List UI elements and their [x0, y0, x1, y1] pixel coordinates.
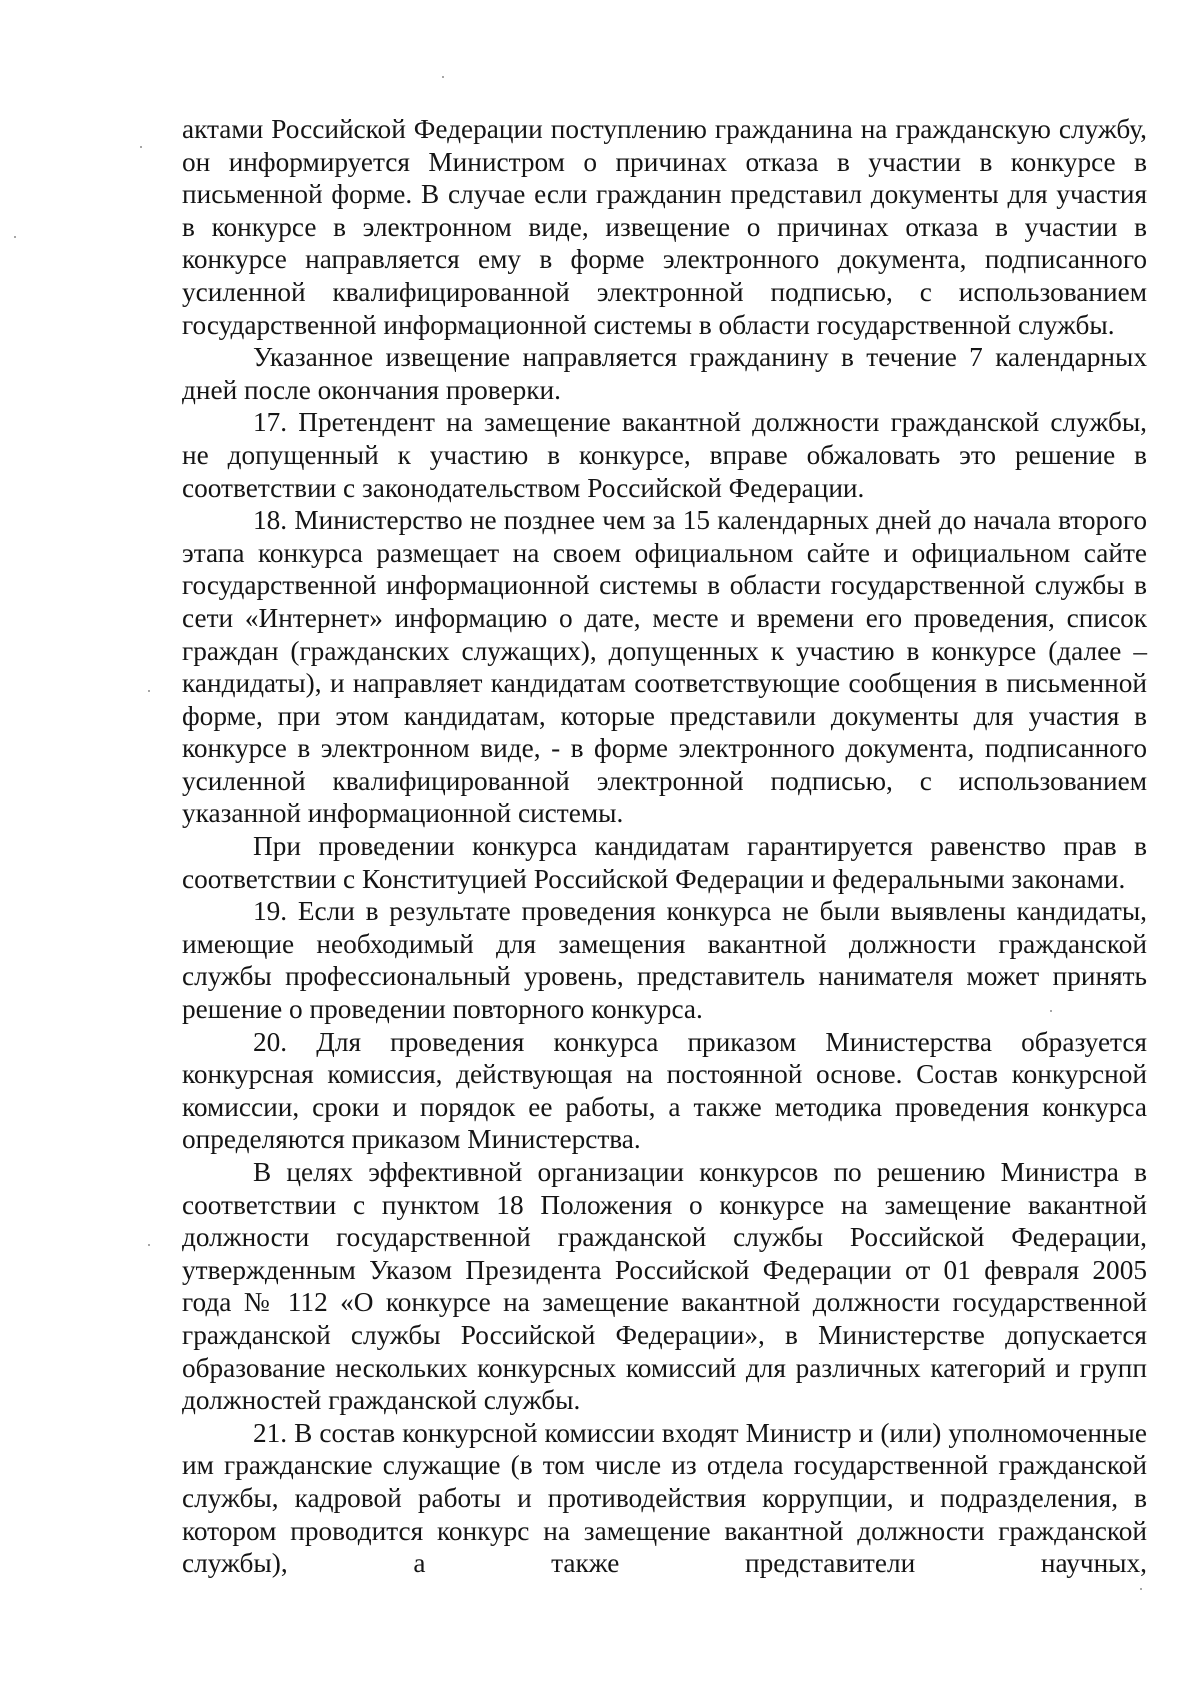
paragraph-item-18: 18. Министерство не позднее чем за 15 календарных дней до начала второго этапа конкурса размещает на своем официальном сайте и официальном сайте государственной информационной системы в области государственной службы в сети «Интернет» информацию о дате, месте и времени его проведения, список граждан (гражданских служащих), допущенных к участию в конкурсе (далее – кандидаты), и направляет кандидатам соответствующие сообщения в письменной форме, при этом кандидатам, которые представили документы для участия в конкурсе в электронном виде, - в форме электронного документа, подписанного усиленной квалифицированной электронной подписью, с использованием указанной информационной системы. — [182, 505, 1147, 829]
paragraph-multiple-commissions: В целях эффективной организации конкурсов по решению Министра в соответствии с пунктом 18 Положения о конкурсе на замещение вакантной должности государственной гражданской службы Российской Федерации, утвержденным Указом Президента Российской Федерации от 01 февраля 2005 года № 112 «О конкурсе на замещение вакантной должности государственной гражданской службы Российской Федерации», в Министерстве допускается образование нескольких конкурсных комиссий для различных категорий и групп должностей гражданской службы. — [182, 1157, 1147, 1416]
paragraph-equality-of-rights: При проведении конкурса кандидатам гарантируется равенство прав в соответствии с Конституцией Российской Федерации и федеральными законами. — [182, 831, 1147, 894]
document-body — [182, 113, 1147, 1580]
paragraph-item-21: 21. В состав конкурсной комиссии входят Министр и (или) уполномоченные им гражданские служащие (в том числе из отдела государственной гражданской службы, кадровой работы и противодействия коррупции, и подразделения, в котором проводится конкурс на замещение вакантной должности гражданской службы), а также представители научных, — [182, 1417, 1147, 1579]
scan-speck — [148, 1244, 150, 1246]
paragraph-notice-deadline: Указанное извещение направляется гражданину в течение 7 календарных дней после окончания проверки. — [182, 342, 1147, 405]
paragraph-item-17: 17. Претендент на замещение вакантной должности гражданской службы, не допущенный к участию в конкурсе, вправе обжаловать это решение в соответствии с законодательством Российской Федерации. — [182, 407, 1147, 503]
paragraph-continuation: актами Российской Федерации поступлению гражданина на гражданскую службу, он информируется Министром о причинах отказа в участии в конкурсе в письменной форме. В случае если гражданин представил документы для участия в конкурсе в электронном виде, извещение о причинах отказа в участии в конкурсе направляется ему в форме электронного документа, подписанного усиленной квалифицированной электронной подписью, с использованием государственной информационной системы в области государственной службы. — [182, 114, 1147, 340]
scan-speck — [1050, 1010, 1052, 1012]
scan-speck — [148, 690, 150, 692]
scan-speck — [14, 236, 16, 238]
paragraph-item-19: 19. Если в результате проведения конкурса не были выявлены кандидаты, имеющие необходимый для замещения вакантной должности гражданской службы профессиональный уровень, представитель нанимателя может принять решение о проведении повторного конкурса. — [182, 896, 1147, 1025]
scan-speck — [442, 76, 444, 78]
paragraph-item-20: 20. Для проведения конкурса приказом Министерства образуется конкурсная комиссия, действующая на постоянной основе. Состав конкурсной комиссии, сроки и порядок ее работы, а также методика проведения конкурса определяются приказом Министерства. — [182, 1026, 1147, 1155]
scan-speck — [1140, 1588, 1142, 1590]
scan-speck — [140, 146, 142, 148]
